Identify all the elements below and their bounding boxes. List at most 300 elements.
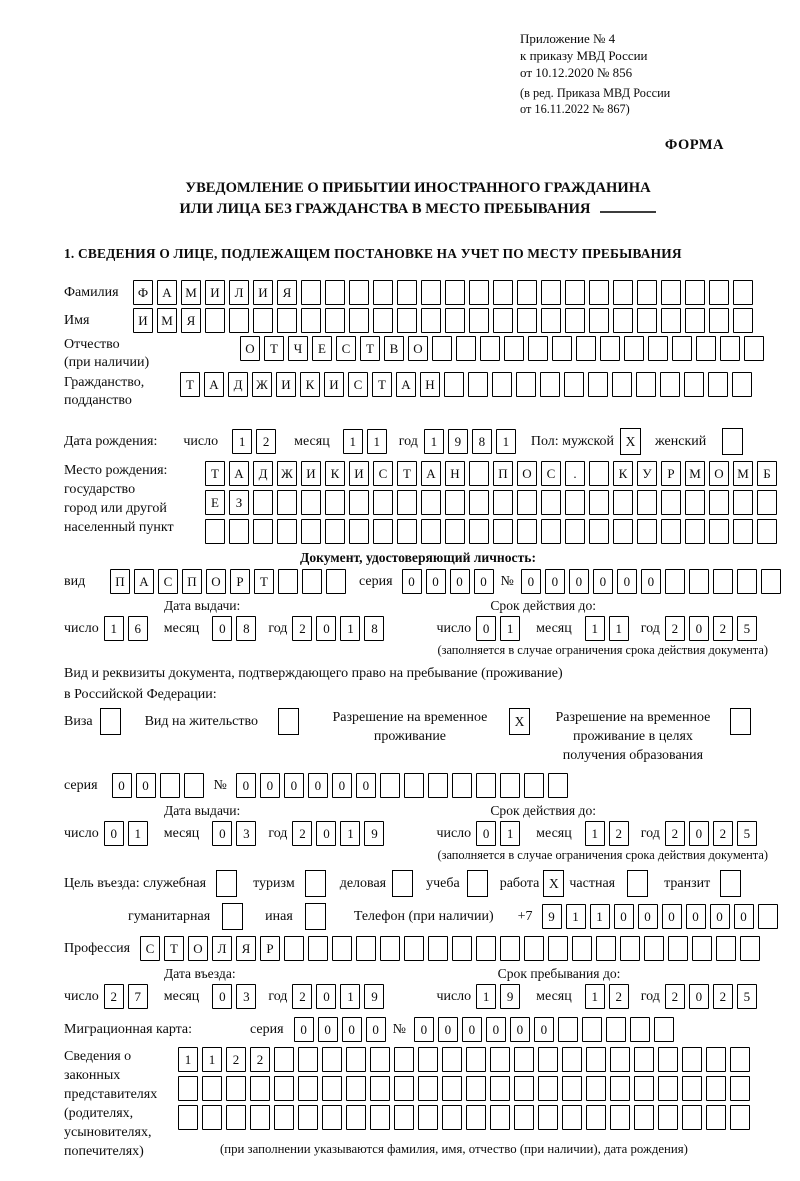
char-cell[interactable]: [565, 490, 585, 515]
char-cell[interactable]: 0: [414, 1017, 434, 1042]
char-cell[interactable]: П: [493, 461, 513, 486]
char-cell[interactable]: [586, 1047, 606, 1072]
char-cell[interactable]: 0: [593, 569, 613, 594]
char-cell[interactable]: [706, 1076, 726, 1101]
char-cell[interactable]: О: [517, 461, 537, 486]
char-cell[interactable]: [696, 336, 716, 361]
char-cell[interactable]: [493, 280, 513, 305]
char-cell[interactable]: [610, 1047, 630, 1072]
char-cell[interactable]: [202, 1105, 222, 1130]
char-cell[interactable]: 0: [104, 821, 124, 846]
char-cell[interactable]: [732, 372, 752, 397]
char-cell[interactable]: [325, 308, 345, 333]
char-cell[interactable]: [606, 1017, 626, 1042]
char-cell[interactable]: Т: [180, 372, 200, 397]
purpose-private-checkbox[interactable]: [627, 870, 648, 897]
char-cell[interactable]: Т: [372, 372, 392, 397]
char-cell[interactable]: 0: [614, 904, 634, 929]
char-cell[interactable]: [541, 490, 561, 515]
char-cell[interactable]: [709, 519, 729, 544]
char-cell[interactable]: 0: [316, 821, 336, 846]
char-cell[interactable]: М: [181, 280, 201, 305]
char-cell[interactable]: [658, 1047, 678, 1072]
char-cell[interactable]: 1: [609, 616, 629, 641]
char-cell[interactable]: [326, 569, 346, 594]
char-cell[interactable]: [493, 519, 513, 544]
char-cell[interactable]: [480, 336, 500, 361]
char-cell[interactable]: [428, 773, 448, 798]
char-cell[interactable]: [613, 490, 633, 515]
char-cell[interactable]: [636, 372, 656, 397]
char-cell[interactable]: [298, 1105, 318, 1130]
char-cell[interactable]: [538, 1105, 558, 1130]
char-cell[interactable]: 2: [250, 1047, 270, 1072]
char-cell[interactable]: Ж: [252, 372, 272, 397]
char-cell[interactable]: [277, 519, 297, 544]
char-cell[interactable]: 2: [665, 821, 685, 846]
char-cell[interactable]: [418, 1076, 438, 1101]
char-cell[interactable]: [708, 372, 728, 397]
char-cell[interactable]: [466, 1047, 486, 1072]
char-cell[interactable]: [610, 1076, 630, 1101]
char-cell[interactable]: [613, 308, 633, 333]
char-cell[interactable]: Я: [277, 280, 297, 305]
char-cell[interactable]: О: [408, 336, 428, 361]
purpose-official-checkbox[interactable]: [216, 870, 237, 897]
char-cell[interactable]: [661, 308, 681, 333]
char-cell[interactable]: Р: [661, 461, 681, 486]
char-cell[interactable]: [517, 490, 537, 515]
char-cell[interactable]: [685, 490, 705, 515]
char-cell[interactable]: [397, 490, 417, 515]
char-cell[interactable]: [761, 569, 781, 594]
char-cell[interactable]: Н: [420, 372, 440, 397]
char-cell[interactable]: П: [110, 569, 130, 594]
char-cell[interactable]: 0: [318, 1017, 338, 1042]
char-cell[interactable]: [624, 336, 644, 361]
char-cell[interactable]: [730, 1105, 750, 1130]
char-cell[interactable]: [637, 519, 657, 544]
char-cell[interactable]: [589, 461, 609, 486]
char-cell[interactable]: [706, 1105, 726, 1130]
char-cell[interactable]: [516, 372, 536, 397]
char-cell[interactable]: [301, 490, 321, 515]
char-cell[interactable]: [538, 1076, 558, 1101]
char-cell[interactable]: А: [157, 280, 177, 305]
char-cell[interactable]: [380, 936, 400, 961]
char-cell[interactable]: [308, 936, 328, 961]
char-cell[interactable]: 9: [500, 984, 520, 1009]
char-cell[interactable]: А: [134, 569, 154, 594]
char-cell[interactable]: М: [685, 461, 705, 486]
purpose-work-checkbox[interactable]: X: [543, 870, 564, 897]
char-cell[interactable]: 0: [734, 904, 754, 929]
char-cell[interactable]: [572, 936, 592, 961]
char-cell[interactable]: [744, 336, 764, 361]
char-cell[interactable]: [373, 280, 393, 305]
char-cell[interactable]: [469, 308, 489, 333]
char-cell[interactable]: 1: [340, 984, 360, 1009]
char-cell[interactable]: И: [133, 308, 153, 333]
char-cell[interactable]: 0: [450, 569, 470, 594]
char-cell[interactable]: 2: [256, 429, 276, 454]
char-cell[interactable]: О: [188, 936, 208, 961]
char-cell[interactable]: 1: [367, 429, 387, 454]
char-cell[interactable]: А: [204, 372, 224, 397]
char-cell[interactable]: 9: [542, 904, 562, 929]
char-cell[interactable]: [654, 1017, 674, 1042]
char-cell[interactable]: [684, 372, 704, 397]
char-cell[interactable]: 0: [462, 1017, 482, 1042]
char-cell[interactable]: [325, 280, 345, 305]
char-cell[interactable]: [562, 1076, 582, 1101]
char-cell[interactable]: Д: [228, 372, 248, 397]
char-cell[interactable]: [301, 519, 321, 544]
char-cell[interactable]: [226, 1105, 246, 1130]
char-cell[interactable]: 1: [340, 821, 360, 846]
char-cell[interactable]: [301, 280, 321, 305]
char-cell[interactable]: [452, 773, 472, 798]
char-cell[interactable]: 1: [585, 821, 605, 846]
char-cell[interactable]: С: [541, 461, 561, 486]
char-cell[interactable]: [685, 280, 705, 305]
char-cell[interactable]: [540, 372, 560, 397]
char-cell[interactable]: [456, 336, 476, 361]
char-cell[interactable]: [445, 280, 465, 305]
char-cell[interactable]: Р: [260, 936, 280, 961]
char-cell[interactable]: 2: [292, 984, 312, 1009]
char-cell[interactable]: [661, 490, 681, 515]
char-cell[interactable]: [469, 461, 489, 486]
char-cell[interactable]: У: [637, 461, 657, 486]
char-cell[interactable]: [445, 490, 465, 515]
char-cell[interactable]: [397, 308, 417, 333]
char-cell[interactable]: 1: [585, 984, 605, 1009]
char-cell[interactable]: [298, 1047, 318, 1072]
char-cell[interactable]: 5: [737, 616, 757, 641]
char-cell[interactable]: [373, 490, 393, 515]
char-cell[interactable]: А: [396, 372, 416, 397]
char-cell[interactable]: 1: [232, 429, 252, 454]
char-cell[interactable]: [274, 1076, 294, 1101]
char-cell[interactable]: Т: [360, 336, 380, 361]
char-cell[interactable]: 0: [438, 1017, 458, 1042]
char-cell[interactable]: С: [348, 372, 368, 397]
char-cell[interactable]: Е: [205, 490, 225, 515]
char-cell[interactable]: [713, 569, 733, 594]
char-cell[interactable]: [648, 336, 668, 361]
temp-residence-edu-checkbox[interactable]: [730, 708, 751, 735]
sex-female-checkbox[interactable]: [722, 428, 743, 455]
char-cell[interactable]: [476, 936, 496, 961]
char-cell[interactable]: [421, 280, 441, 305]
char-cell[interactable]: [709, 280, 729, 305]
char-cell[interactable]: 0: [476, 616, 496, 641]
char-cell[interactable]: [706, 1047, 726, 1072]
char-cell[interactable]: [613, 280, 633, 305]
char-cell[interactable]: 0: [342, 1017, 362, 1042]
char-cell[interactable]: [253, 490, 273, 515]
char-cell[interactable]: 3: [236, 821, 256, 846]
char-cell[interactable]: Ч: [288, 336, 308, 361]
char-cell[interactable]: [541, 519, 561, 544]
char-cell[interactable]: [442, 1105, 462, 1130]
char-cell[interactable]: [634, 1076, 654, 1101]
char-cell[interactable]: 0: [662, 904, 682, 929]
char-cell[interactable]: 2: [292, 616, 312, 641]
char-cell[interactable]: Т: [254, 569, 274, 594]
residence-permit-checkbox[interactable]: [278, 708, 299, 735]
char-cell[interactable]: [586, 1076, 606, 1101]
char-cell[interactable]: 2: [609, 984, 629, 1009]
char-cell[interactable]: [637, 280, 657, 305]
char-cell[interactable]: [325, 490, 345, 515]
char-cell[interactable]: [298, 1076, 318, 1101]
char-cell[interactable]: 1: [178, 1047, 198, 1072]
char-cell[interactable]: [514, 1105, 534, 1130]
char-cell[interactable]: [442, 1047, 462, 1072]
char-cell[interactable]: Я: [181, 308, 201, 333]
char-cell[interactable]: [421, 519, 441, 544]
char-cell[interactable]: К: [300, 372, 320, 397]
char-cell[interactable]: 0: [534, 1017, 554, 1042]
char-cell[interactable]: С: [336, 336, 356, 361]
char-cell[interactable]: 2: [609, 821, 629, 846]
char-cell[interactable]: О: [709, 461, 729, 486]
char-cell[interactable]: [349, 490, 369, 515]
char-cell[interactable]: [274, 1105, 294, 1130]
char-cell[interactable]: 0: [486, 1017, 506, 1042]
char-cell[interactable]: [370, 1076, 390, 1101]
char-cell[interactable]: [740, 936, 760, 961]
char-cell[interactable]: 0: [332, 773, 352, 798]
char-cell[interactable]: 0: [316, 984, 336, 1009]
char-cell[interactable]: [421, 490, 441, 515]
char-cell[interactable]: [394, 1047, 414, 1072]
char-cell[interactable]: [277, 490, 297, 515]
char-cell[interactable]: [716, 936, 736, 961]
char-cell[interactable]: М: [733, 461, 753, 486]
char-cell[interactable]: 9: [448, 429, 468, 454]
char-cell[interactable]: [589, 308, 609, 333]
char-cell[interactable]: [370, 1105, 390, 1130]
char-cell[interactable]: Б: [757, 461, 777, 486]
char-cell[interactable]: [490, 1076, 510, 1101]
char-cell[interactable]: 3: [236, 984, 256, 1009]
char-cell[interactable]: [733, 280, 753, 305]
char-cell[interactable]: [250, 1105, 270, 1130]
char-cell[interactable]: Т: [205, 461, 225, 486]
char-cell[interactable]: [541, 308, 561, 333]
char-cell[interactable]: [469, 519, 489, 544]
char-cell[interactable]: 2: [226, 1047, 246, 1072]
char-cell[interactable]: Д: [253, 461, 273, 486]
char-cell[interactable]: [253, 519, 273, 544]
char-cell[interactable]: [658, 1076, 678, 1101]
char-cell[interactable]: [253, 308, 273, 333]
purpose-tourism-checkbox[interactable]: [305, 870, 326, 897]
char-cell[interactable]: [493, 490, 513, 515]
char-cell[interactable]: [346, 1105, 366, 1130]
char-cell[interactable]: [356, 936, 376, 961]
char-cell[interactable]: 8: [236, 616, 256, 641]
char-cell[interactable]: А: [421, 461, 441, 486]
char-cell[interactable]: 0: [260, 773, 280, 798]
char-cell[interactable]: [558, 1017, 578, 1042]
char-cell[interactable]: 1: [104, 616, 124, 641]
char-cell[interactable]: [733, 308, 753, 333]
char-cell[interactable]: [397, 280, 417, 305]
char-cell[interactable]: К: [613, 461, 633, 486]
char-cell[interactable]: [600, 336, 620, 361]
char-cell[interactable]: [202, 1076, 222, 1101]
char-cell[interactable]: 8: [472, 429, 492, 454]
char-cell[interactable]: [404, 773, 424, 798]
char-cell[interactable]: 0: [316, 616, 336, 641]
char-cell[interactable]: [517, 280, 537, 305]
char-cell[interactable]: [758, 904, 778, 929]
char-cell[interactable]: [661, 280, 681, 305]
char-cell[interactable]: [380, 773, 400, 798]
char-cell[interactable]: [668, 936, 688, 961]
char-cell[interactable]: [692, 936, 712, 961]
char-cell[interactable]: 1: [585, 616, 605, 641]
char-cell[interactable]: [565, 280, 585, 305]
char-cell[interactable]: Е: [312, 336, 332, 361]
char-cell[interactable]: [250, 1076, 270, 1101]
char-cell[interactable]: [428, 936, 448, 961]
char-cell[interactable]: [178, 1076, 198, 1101]
char-cell[interactable]: 0: [284, 773, 304, 798]
visa-checkbox[interactable]: [100, 708, 121, 735]
char-cell[interactable]: С: [373, 461, 393, 486]
char-cell[interactable]: Л: [229, 280, 249, 305]
char-cell[interactable]: [302, 569, 322, 594]
char-cell[interactable]: В: [384, 336, 404, 361]
char-cell[interactable]: [682, 1105, 702, 1130]
char-cell[interactable]: [332, 936, 352, 961]
char-cell[interactable]: 0: [212, 616, 232, 641]
char-cell[interactable]: О: [206, 569, 226, 594]
char-cell[interactable]: [322, 1105, 342, 1130]
char-cell[interactable]: [349, 280, 369, 305]
char-cell[interactable]: [373, 308, 393, 333]
char-cell[interactable]: П: [182, 569, 202, 594]
char-cell[interactable]: 1: [500, 616, 520, 641]
char-cell[interactable]: [586, 1105, 606, 1130]
char-cell[interactable]: [548, 773, 568, 798]
char-cell[interactable]: [301, 308, 321, 333]
char-cell[interactable]: И: [301, 461, 321, 486]
char-cell[interactable]: 0: [136, 773, 156, 798]
char-cell[interactable]: 0: [545, 569, 565, 594]
char-cell[interactable]: [709, 308, 729, 333]
char-cell[interactable]: С: [140, 936, 160, 961]
char-cell[interactable]: [442, 1076, 462, 1101]
char-cell[interactable]: 7: [128, 984, 148, 1009]
char-cell[interactable]: [322, 1047, 342, 1072]
char-cell[interactable]: 0: [356, 773, 376, 798]
char-cell[interactable]: [226, 1076, 246, 1101]
char-cell[interactable]: 0: [510, 1017, 530, 1042]
purpose-business-checkbox[interactable]: [392, 870, 413, 897]
char-cell[interactable]: 0: [476, 821, 496, 846]
char-cell[interactable]: [709, 490, 729, 515]
char-cell[interactable]: [468, 372, 488, 397]
char-cell[interactable]: [685, 308, 705, 333]
char-cell[interactable]: .: [565, 461, 585, 486]
char-cell[interactable]: [469, 280, 489, 305]
char-cell[interactable]: [504, 336, 524, 361]
char-cell[interactable]: [672, 336, 692, 361]
char-cell[interactable]: 0: [474, 569, 494, 594]
char-cell[interactable]: 9: [364, 821, 384, 846]
char-cell[interactable]: М: [157, 308, 177, 333]
char-cell[interactable]: [466, 1076, 486, 1101]
char-cell[interactable]: Т: [264, 336, 284, 361]
char-cell[interactable]: 1: [424, 429, 444, 454]
char-cell[interactable]: [538, 1047, 558, 1072]
char-cell[interactable]: [514, 1076, 534, 1101]
char-cell[interactable]: [661, 519, 681, 544]
char-cell[interactable]: [274, 1047, 294, 1072]
char-cell[interactable]: [500, 773, 520, 798]
char-cell[interactable]: 1: [128, 821, 148, 846]
char-cell[interactable]: 0: [617, 569, 637, 594]
purpose-transit-checkbox[interactable]: [720, 870, 741, 897]
char-cell[interactable]: [644, 936, 664, 961]
char-cell[interactable]: 0: [569, 569, 589, 594]
char-cell[interactable]: 2: [665, 984, 685, 1009]
char-cell[interactable]: [552, 336, 572, 361]
char-cell[interactable]: 0: [308, 773, 328, 798]
char-cell[interactable]: [682, 1076, 702, 1101]
char-cell[interactable]: 1: [500, 821, 520, 846]
char-cell[interactable]: Ф: [133, 280, 153, 305]
char-cell[interactable]: И: [205, 280, 225, 305]
char-cell[interactable]: [394, 1105, 414, 1130]
char-cell[interactable]: [205, 519, 225, 544]
char-cell[interactable]: Т: [397, 461, 417, 486]
char-cell[interactable]: [349, 308, 369, 333]
char-cell[interactable]: 0: [426, 569, 446, 594]
char-cell[interactable]: [492, 372, 512, 397]
char-cell[interactable]: Л: [212, 936, 232, 961]
char-cell[interactable]: 2: [665, 616, 685, 641]
char-cell[interactable]: [562, 1105, 582, 1130]
char-cell[interactable]: [630, 1017, 650, 1042]
char-cell[interactable]: [582, 1017, 602, 1042]
char-cell[interactable]: [730, 1047, 750, 1072]
char-cell[interactable]: [445, 308, 465, 333]
char-cell[interactable]: Н: [445, 461, 465, 486]
char-cell[interactable]: [346, 1047, 366, 1072]
char-cell[interactable]: 1: [202, 1047, 222, 1072]
char-cell[interactable]: [565, 308, 585, 333]
char-cell[interactable]: [613, 519, 633, 544]
char-cell[interactable]: 5: [737, 984, 757, 1009]
char-cell[interactable]: [432, 336, 452, 361]
char-cell[interactable]: Р: [230, 569, 250, 594]
char-cell[interactable]: [325, 519, 345, 544]
char-cell[interactable]: [452, 936, 472, 961]
char-cell[interactable]: 2: [713, 821, 733, 846]
char-cell[interactable]: [404, 936, 424, 961]
char-cell[interactable]: [418, 1047, 438, 1072]
purpose-study-checkbox[interactable]: [467, 870, 488, 897]
char-cell[interactable]: [589, 519, 609, 544]
char-cell[interactable]: [229, 519, 249, 544]
